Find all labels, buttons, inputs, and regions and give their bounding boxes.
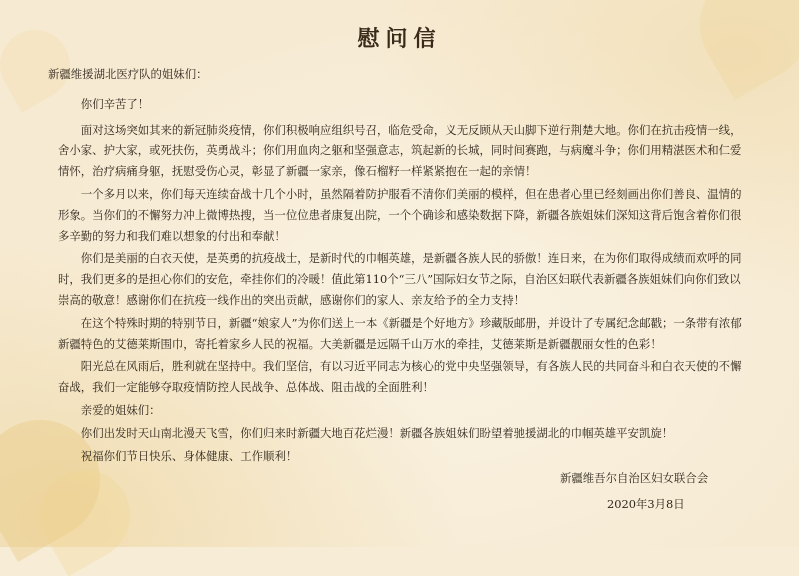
letter-paragraph: 在这个特殊时期的特别节日，新疆“娘家人”为你们送上一本《新疆是个好地方》珍藏版邮册，并设计了专属纪念邮戳；一条带有浓郁新疆特色的艾德莱斯围巾，寄托着家乡人民的祝福。大美新疆是远隔千山万水的牵挂，艾德莱斯是新疆靓丽女性的色彩！ bbox=[58, 315, 742, 351]
letter-paragraph: 一个多月以来，你们每天连续奋战十几个小时，虽然隔着防护服看不清你们美丽的模样，但在患者心里已经刻画出你们善良、温情的形象。当你们的不懈努力冲上微博热搜，当一位位患者康复出院，一个个确诊和感染数据下降，新疆各族姐妹们深知这背后饱含着你们很多辛勤的努力和我们难以想象的付出和奉献！ bbox=[58, 186, 742, 243]
letter-paragraph: 阳光总在风雨后，胜利就在坚持中。我们坚信，有以习近平同志为核心的党中央坚强领导，有各族人民的共同奋斗和白衣天使的不懈奋战，我们一定能够夺取疫情防控人民战争、总体战、阻击战的全面胜利！ bbox=[58, 359, 742, 395]
signature-date: 2020年3月8日 bbox=[607, 497, 685, 511]
letter-paragraph: 面对这场突如其来的新冠肺炎疫情，你们积极响应组织号召，临危受命，义无反顾从天山脚下逆行荆楚大地。你们在抗击疫情一线，舍小家、护大家，或死扶伤，英勇战斗；你们用血肉之躯和坚强意志，筑起新的长城，同时间赛跑，与病魔斗争；你们用精湛医术和仁爱情怀，治疗病痛身躯，抚慰受伤心灵，彰显了新疆一家亲，像石榴籽一样紧紧抱在一起的亲情！ bbox=[58, 122, 742, 179]
letter-salutation: 新疆维援湖北医疗队的姐妹们： bbox=[48, 67, 208, 81]
signature-organization: 新疆维吾尔自治区妇女联合会 bbox=[560, 471, 709, 485]
letter-paragraph: 你们出发时天山南北漫天飞雪，你们归来时新疆大地百花烂漫！新疆各族姐妹们盼望着驰援湖北的巾帼英雄平安凯旋！ bbox=[80, 425, 674, 440]
letter-title: 慰问信 bbox=[357, 26, 442, 52]
letter-paragraph: 你们是美丽的白衣天使，是英勇的抗疫战士，是新时代的巾帼英雄，是新疆各族人民的骄傲！连日来，在为你们取得成绩而欢呼的同时，我们更多的是担心你们的安危，牵挂你们的冷暖！值此第110个“三八”国际妇女节之际，自治区妇联代表新疆各族姐妹们向你们致以崇高的敬意！感谢你们在抗疫一线作出的突出贡献，感谢你们的家人、亲友给予的全力支持！ bbox=[58, 251, 742, 307]
letter-signature-block bbox=[560, 465, 760, 517]
letter-greeting: 你们辛苦了！ bbox=[80, 96, 150, 111]
letter-paragraph: 亲爱的姐妹们： bbox=[80, 402, 161, 417]
letter-body bbox=[48, 64, 748, 468]
letter-paragraph: 祝福你们节日快乐、身体健康、工作顺利！ bbox=[80, 448, 298, 463]
